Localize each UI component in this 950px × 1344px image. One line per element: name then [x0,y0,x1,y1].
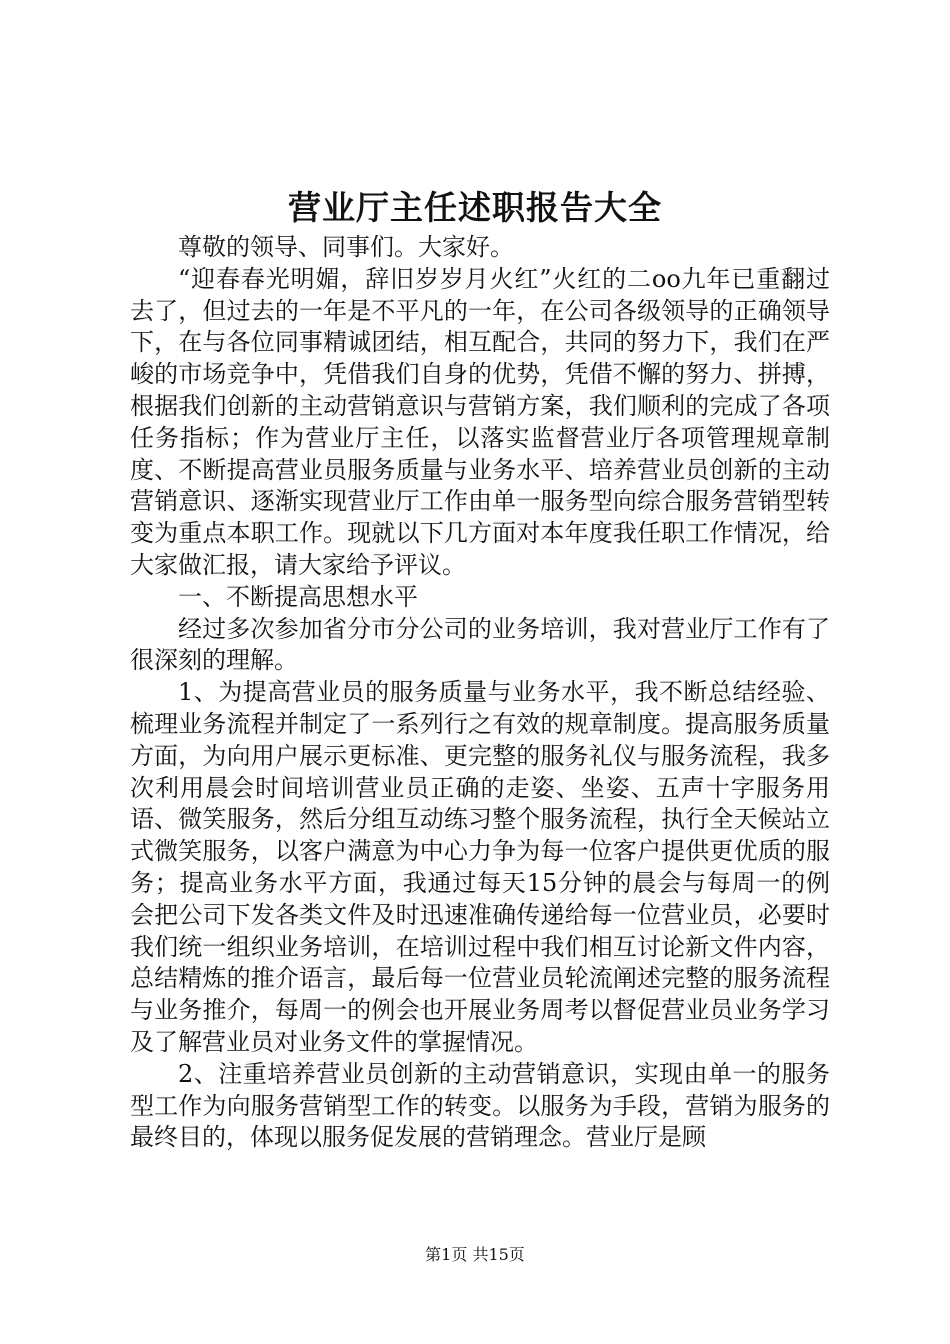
page-footer: 第1页 共15页 [425,1245,525,1264]
paragraph-greeting: 尊敬的领导、同事们。大家好。 [178,233,514,261]
document-title: 营业厅主任述职报告大全 [288,188,662,227]
paragraph-item-1: 1、为提高营业员的服务质量与业务水平，我不断总结经验、梳理业务流程并制定了一系列行之有效的规章制度。提高服务质量方面，为向用户展示更标准、更完整的服务礼仪与服务流程，我多次利用晨会时间培训营业员正确的走姿、坐姿、五声十字服务用语、微笑服务，然后分组互动练习整个服务流程，执行全天候站立式微笑服务，以客户满意为中心力争为每一位客户提供更优质的服务；提高业务水平方面，我通过每天15分钟的晨会与每周一的例会把公司下发各类文件及时迅速准确传递给每一位营业员，必要时我们统一组织业务培训，在培训过程中我们相互讨论新文件内容，总结精炼的推介语言，最后每一位营业员轮流阐述完整的服务流程与业务推介，每周一的例会也开展业务周考以督促营业员业务学习及了解营业员对业务文件的掌握情况。 [130,678,830,1056]
paragraph-training: 经过多次参加省分市分公司的业务培训，我对营业厅工作有了很深刻的理解。 [130,614,830,675]
section-heading: 一、不断提高思想水平 [178,582,418,611]
paragraph-item-2: 2、注重培养营业员创新的主动营销意识，实现由单一的服务型工作为向服务营销型工作的转变。以服务为手段，营销为服务的最终目的，体现以服务促发展的营销理念。营业厅是顾 [130,1059,830,1152]
paragraph-introduction: “迎春春光明媚，辞旧岁岁月火红”火红的二oo九年已重翻过去了，但过去的一年是不平凡的一年，在公司各级领导的正确领导下，在与各位同事精诚团结，相互配合，共同的努力下，我们在严峻的市场竞争中，凭借我们自身的优势，凭借不懈的努力、拼搏，根据我们创新的主动营销意识与营销方案，我们顺利的完成了各项任务指标；作为营业厅主任，以落实监督营业厅各项管理规章制度、不断提高营业员服务质量与业务水平、培养营业员创新的主动营销意识、逐渐实现营业厅工作由单一服务型向综合服务营销型转变为重点本职工作。现就以下几方面对本年度我任职工作情况，给大家做汇报，请大家给予评议。 [130,264,830,579]
document-body [130,232,830,1154]
